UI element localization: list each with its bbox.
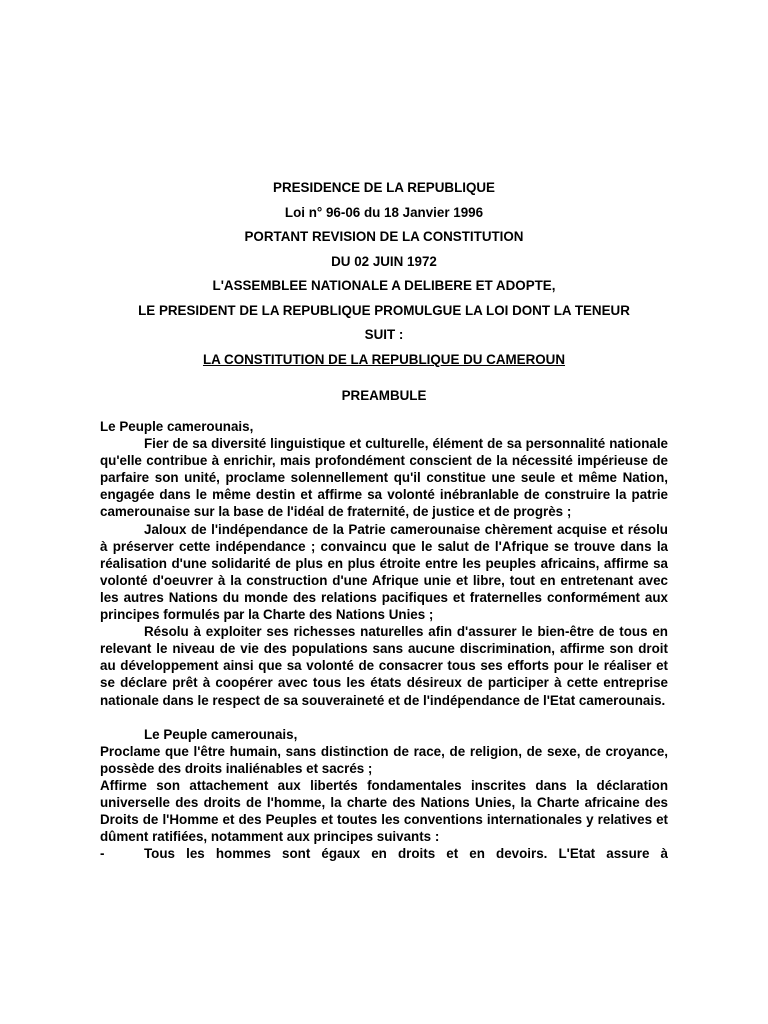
header-line-assemblee: L'ASSEMBLEE NATIONALE A DELIBERE ET ADOPTE, bbox=[212, 278, 556, 293]
paragraph-affirme: Affirme son attachement aux libertés fondamentales inscrites dans la déclaration universelle des droits de l'homme, la charte des Nations Unies, la Charte africaine des Droits de l'Homme et des Peuples et toutes les conventions internationales y relatives et dûment ratifiées, notamment aux principes suivants : bbox=[100, 777, 668, 845]
document-header bbox=[90, 178, 678, 374]
bullet-text: Tous les hommes sont égaux en droits et en devoirs. L'Etat assure à bbox=[144, 846, 668, 862]
header-line-loi: Loi n° 96-06 du 18 Janvier 1996 bbox=[284, 204, 484, 220]
bullet-marker: - bbox=[100, 846, 105, 862]
preamble-body bbox=[100, 418, 668, 862]
bullet-item bbox=[100, 845, 668, 862]
header-line-date: DU 02 JUIN 1972 bbox=[331, 253, 437, 269]
paragraph-resolu: Résolu à exploiter ses richesses naturelles afin d'assurer le bien-être de tous en relevant le niveau de vie des populations sans aucune discrimination, affirme son droit au développement ainsi que sa volonté de consacrer tous ses efforts pour le réaliser et se déclare prêt à coopérer avec tous les états désireux de participer à cette entreprise nationale dans le respect de sa souveraineté et de l'indépendance de l'Etat camerounais. bbox=[100, 624, 668, 708]
paragraph-gap bbox=[100, 709, 668, 726]
paragraph-proclame: Proclame que l'être humain, sans distinction de race, de religion, de sexe, de croyance, possède des droits inaliénables et sacrés ; bbox=[100, 743, 668, 776]
paragraph-peuple-1: Le Peuple camerounais, bbox=[100, 419, 254, 434]
header-line-presidence: PRESIDENCE DE LA REPUBLIQUE bbox=[273, 180, 495, 195]
header-line-revision: PORTANT REVISION DE LA CONSTITUTION bbox=[244, 229, 524, 244]
preamble-heading: PREAMBULE bbox=[341, 388, 427, 403]
constitution-title: LA CONSTITUTION DE LA REPUBLIQUE DU CAMEROUN bbox=[202, 351, 566, 367]
header-line-suit: SUIT : bbox=[364, 327, 404, 342]
paragraph-jaloux: Jaloux de l'indépendance de la Patrie camerounaise chèrement acquise et résolu à préserver cette indépendance ; convaincu que le salut de l'Afrique se trouve dans la réalisation d'une solidarité de plus en plus étroite entre les peuples africains, affirme sa volonté d'oeuvrer à la construction d'une Afrique unie et libre, tout en entretenant avec les autres Nations du monde des relations pacifiques et fraternelles conformément aux principes formulés par la Charte des Nations Unies ; bbox=[100, 521, 668, 623]
paragraph-peuple-2: Le Peuple camerounais, bbox=[144, 726, 298, 742]
paragraph-fier: Fier de sa diversité linguistique et culturelle, élément de sa personnalité nationale qu'elle contribue à enrichir, mais profondément conscient de la nécessité impérieuse de parfaire son unité, proclame solennellement qu'il constitue une seule et même Nation, engagée dans le même destin et affirme sa volonté inébranlable de construire la patrie camerounaise sur la base de l'idéal de fraternité, de justice et de progrès ; bbox=[100, 436, 668, 520]
constitution-title-line bbox=[90, 350, 678, 375]
header-line-president: LE PRESIDENT DE LA REPUBLIQUE PROMULGUE LA LOI DONT LA TENEUR bbox=[138, 302, 630, 318]
